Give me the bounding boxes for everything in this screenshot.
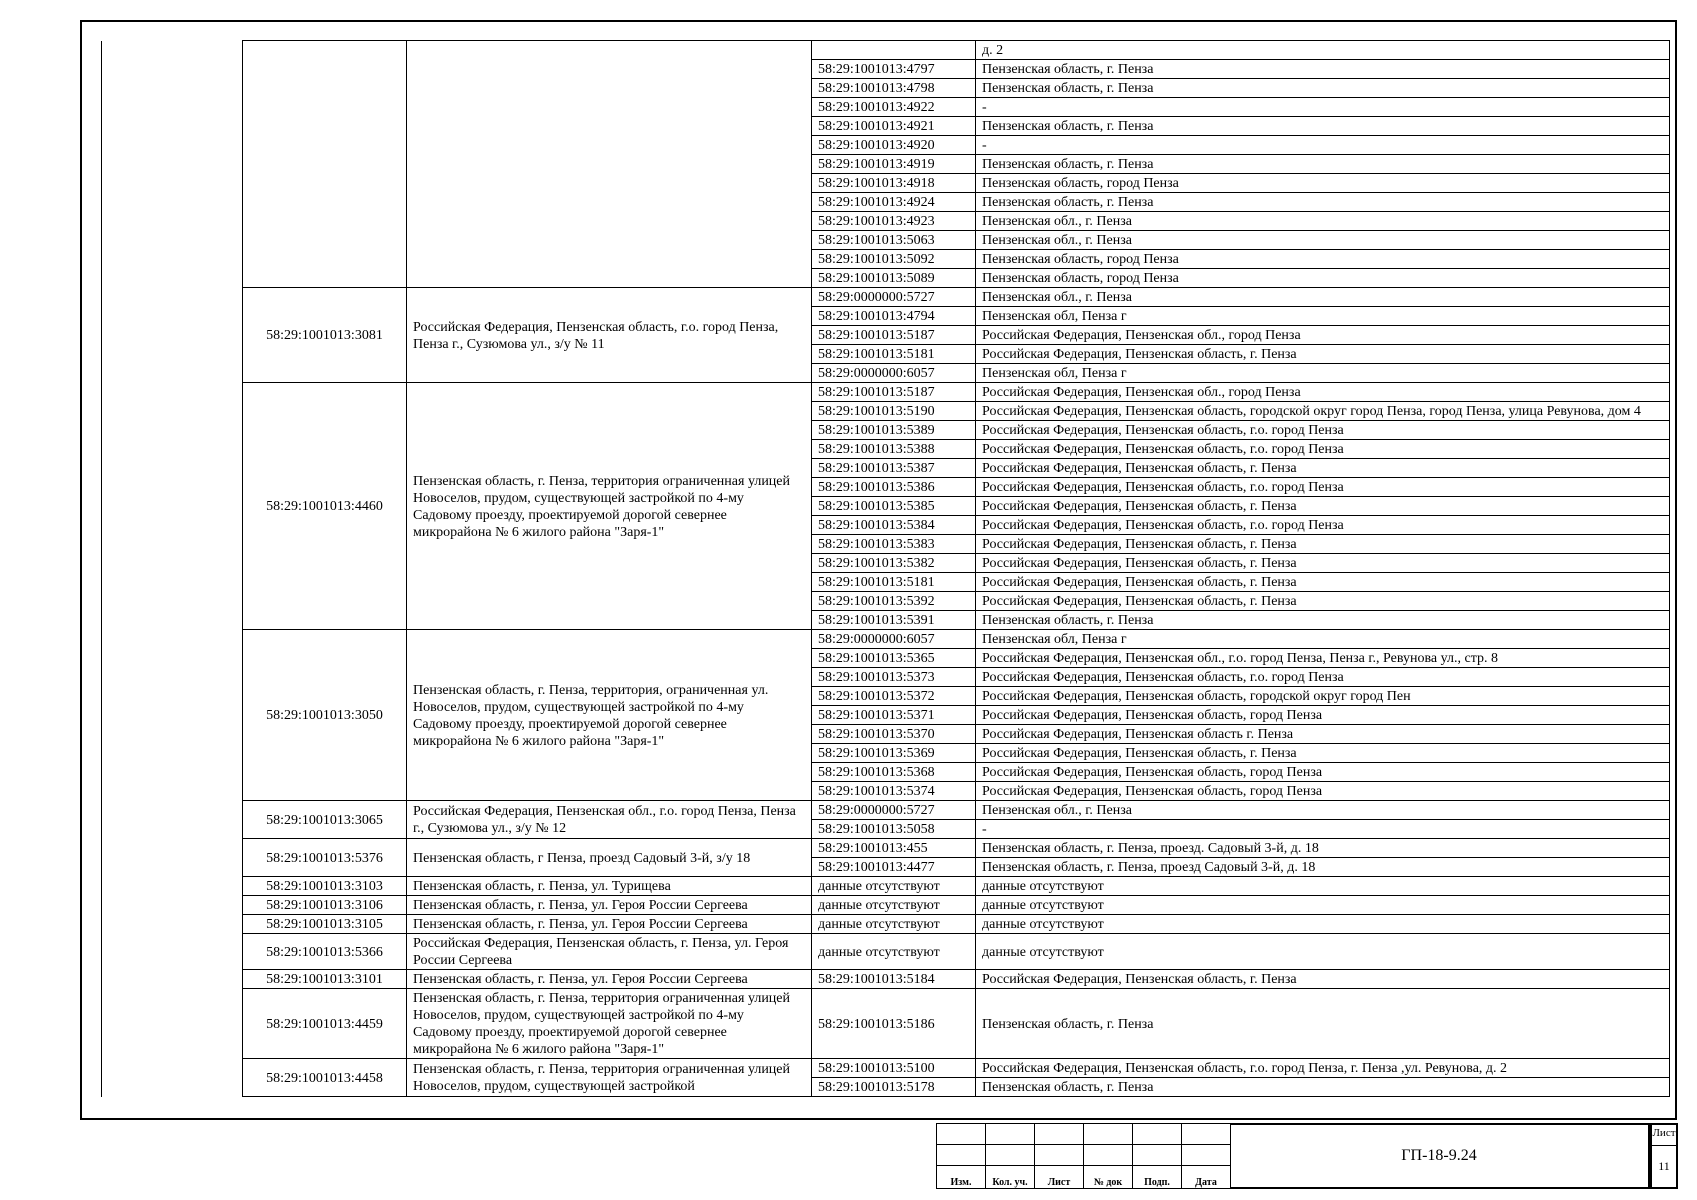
building-cadastral-number: 58:29:1001013:5371 [812, 706, 976, 725]
parcel-address: Пензенская область, г. Пенза, территория ограниченная улицей Новоселов, прудом, существующей застройкой по 4-му Садовому проезду, проектируемой дорогой севернее микрорайона № 6 жилого района "Заря-1" [407, 989, 812, 1059]
parcel-address: Пензенская область, г. Пенза, территория, ограниченная ул. Новоселов, прудом, существующей застройкой по 4-му Садовому проезду, проектируемой дорогой севернее микрорайона № 6 жилого района "Заря-1" [407, 630, 812, 801]
table-row [102, 934, 1670, 970]
building-address: Пензенская область, г. Пенза [976, 79, 1670, 98]
building-cadastral-number: 58:29:0000000:5727 [812, 288, 976, 307]
title-block-grid [936, 1123, 1231, 1189]
parcel-cadastral-number: 58:29:1001013:4458 [243, 1059, 407, 1097]
title-block-row [937, 1124, 1231, 1145]
parcel-address [407, 41, 812, 288]
parcel-address: Российская Федерация, Пензенская обл., г.о. город Пенза, Пенза г., Сузюмова ул., з/у № 12 [407, 801, 812, 839]
building-cadastral-number: 58:29:1001013:4798 [812, 79, 976, 98]
parcel-cadastral-number: 58:29:1001013:4460 [243, 383, 407, 630]
building-address: Пензенская область, г. Пенза [976, 1078, 1670, 1097]
building-cadastral-number: данные отсутствуют [812, 934, 976, 970]
sheet-number-box [1650, 1123, 1678, 1189]
table-row [102, 1059, 1670, 1078]
building-cadastral-number: 58:29:0000000:6057 [812, 630, 976, 649]
building-cadastral-number: 58:29:1001013:4797 [812, 60, 976, 79]
building-cadastral-number: 58:29:1001013:5370 [812, 725, 976, 744]
building-cadastral-number: 58:29:1001013:5184 [812, 970, 976, 989]
title-block-header-row [937, 1166, 1231, 1189]
building-cadastral-number: 58:29:1001013:5373 [812, 668, 976, 687]
building-cadastral-number: 58:29:1001013:4918 [812, 174, 976, 193]
table-row [102, 288, 1670, 307]
building-cadastral-number: 58:29:1001013:5190 [812, 402, 976, 421]
building-address: Пензенская область, г. Пенза, проезд Садовый 3-й, д. 18 [976, 858, 1670, 877]
building-address: Пензенская область, город Пенза [976, 250, 1670, 269]
building-cadastral-number: 58:29:1001013:4477 [812, 858, 976, 877]
building-address: данные отсутствуют [976, 896, 1670, 915]
building-address: Российская Федерация, Пензенская область, г. Пенза [976, 459, 1670, 478]
building-address: Российская Федерация, Пензенская область, г. Пенза [976, 554, 1670, 573]
building-address: Российская Федерация, Пензенская область, город Пенза [976, 763, 1670, 782]
building-cadastral-number: 58:29:1001013:4920 [812, 136, 976, 155]
stamp-header-sheet: Лист [1035, 1166, 1084, 1189]
building-address: Российская Федерация, Пензенская область, г. Пенза [976, 592, 1670, 611]
title-block-row [937, 1145, 1231, 1166]
building-address: Пензенская обл, Пенза г [976, 630, 1670, 649]
parcel-cadastral-number: 58:29:1001013:3106 [243, 896, 407, 915]
building-address: Пензенская обл., г. Пенза [976, 801, 1670, 820]
parcel-address: Пензенская область, г. Пенза, ул. Героя России Сергеева [407, 970, 812, 989]
building-cadastral-number: 58:29:1001013:4923 [812, 212, 976, 231]
building-address: Пензенская область, г. Пенза, проезд. Садовый 3-й, д. 18 [976, 839, 1670, 858]
building-cadastral-number: 58:29:1001013:5100 [812, 1059, 976, 1078]
building-cadastral-number: данные отсутствуют [812, 896, 976, 915]
building-address: - [976, 98, 1670, 117]
building-cadastral-number [812, 41, 976, 60]
building-address: Российская Федерация, Пензенская область, г. Пенза [976, 744, 1670, 763]
building-address: - [976, 136, 1670, 155]
building-address: Пензенская область, г. Пенза [976, 611, 1670, 630]
building-address: Российская Федерация, Пензенская обл., г.о. город Пенза, Пенза г., Ревунова ул., стр. 8 [976, 649, 1670, 668]
building-address: Российская Федерация, Пензенская обл., город Пенза [976, 326, 1670, 345]
building-cadastral-number: 58:29:1001013:5369 [812, 744, 976, 763]
table-row [102, 970, 1670, 989]
building-cadastral-number: 58:29:1001013:5389 [812, 421, 976, 440]
building-cadastral-number: 58:29:1001013:4794 [812, 307, 976, 326]
building-address: Российская Федерация, Пензенская область, г. Пенза [976, 345, 1670, 364]
parcel-address: Пензенская область, г. Пенза, ул. Героя России Сергеева [407, 915, 812, 934]
building-address: Пензенская обл, Пенза г [976, 307, 1670, 326]
building-address: данные отсутствуют [976, 877, 1670, 896]
building-address: Пензенская область, город Пенза [976, 269, 1670, 288]
building-address: Пензенская обл, Пенза г [976, 364, 1670, 383]
building-address: Российская Федерация, Пензенская область, г.о. город Пенза, г. Пенза ,ул. Ревунова, д. 2 [976, 1059, 1670, 1078]
parcel-cadastral-number: 58:29:1001013:5376 [243, 839, 407, 877]
building-cadastral-number: 58:29:1001013:5391 [812, 611, 976, 630]
parcel-address: Пензенская область, г. Пенза, ул. Турищева [407, 877, 812, 896]
building-cadastral-number: 58:29:1001013:455 [812, 839, 976, 858]
table-row [102, 896, 1670, 915]
building-cadastral-number: 58:29:1001013:5386 [812, 478, 976, 497]
building-address: Пензенская область, город Пенза [976, 174, 1670, 193]
building-address: Пензенская обл., г. Пенза [976, 288, 1670, 307]
building-address: Пензенская область, г. Пенза [976, 193, 1670, 212]
building-cadastral-number: 58:29:1001013:5374 [812, 782, 976, 801]
building-address: данные отсутствуют [976, 934, 1670, 970]
stamp-header-count: Кол. уч. [986, 1166, 1035, 1189]
building-cadastral-number: 58:29:1001013:5383 [812, 535, 976, 554]
building-address: Российская Федерация, Пензенская область, г.о. город Пенза [976, 421, 1670, 440]
parcel-cadastral-number: 58:29:1001013:4459 [243, 989, 407, 1059]
table-row [102, 801, 1670, 820]
building-address: Пензенская обл., г. Пенза [976, 212, 1670, 231]
parcel-cadastral-number: 58:29:1001013:3101 [243, 970, 407, 989]
building-address: Пензенская область, г. Пенза [976, 60, 1670, 79]
building-address: Пензенская обл., г. Пенза [976, 231, 1670, 250]
document-code: ГП-18-9.24 [1230, 1123, 1650, 1189]
stamp-header-doc-no: № док [1084, 1166, 1133, 1189]
building-address: Пензенская область, г. Пенза [976, 117, 1670, 136]
sheet-label: Лист [1652, 1127, 1676, 1139]
building-cadastral-number: данные отсутствуют [812, 915, 976, 934]
parcel-cadastral-number: 58:29:1001013:3103 [243, 877, 407, 896]
parcel-address: Российская Федерация, Пензенская область, г. Пенза, ул. Героя России Сергеева [407, 934, 812, 970]
cadastral-table-body [102, 41, 1670, 1097]
building-address: Российская Федерация, Пензенская область, г.о. город Пенза [976, 478, 1670, 497]
building-cadastral-number: 58:29:1001013:5382 [812, 554, 976, 573]
building-cadastral-number: 58:29:1001013:4921 [812, 117, 976, 136]
stamp-header-signature: Подп. [1133, 1166, 1182, 1189]
building-address: Российская Федерация, Пензенская область, город Пенза [976, 706, 1670, 725]
building-address: Российская Федерация, Пензенская обл., город Пенза [976, 383, 1670, 402]
building-cadastral-number: 58:29:1001013:4919 [812, 155, 976, 174]
building-address: Пензенская область, г. Пенза [976, 155, 1670, 174]
parcel-cadastral-number: 58:29:1001013:3081 [243, 288, 407, 383]
table-row [102, 877, 1670, 896]
parcel-address: Пензенская область, г Пенза, проезд Садовый 3-й, з/у 18 [407, 839, 812, 877]
building-cadastral-number: 58:29:1001013:5058 [812, 820, 976, 839]
building-cadastral-number: 58:29:1001013:5181 [812, 573, 976, 592]
building-cadastral-number: 58:29:1001013:5372 [812, 687, 976, 706]
table-row [102, 383, 1670, 402]
building-cadastral-number: 58:29:1001013:5387 [812, 459, 976, 478]
building-cadastral-number: 58:29:1001013:5384 [812, 516, 976, 535]
sheet-number: 11 [1658, 1159, 1670, 1173]
building-address: Российская Федерация, Пензенская область, г.о. город Пенза [976, 440, 1670, 459]
building-address: данные отсутствуют [976, 915, 1670, 934]
cadastral-table [101, 40, 1670, 1097]
building-address: Российская Федерация, Пензенская область, г. Пенза [976, 970, 1670, 989]
building-cadastral-number: 58:29:1001013:5392 [812, 592, 976, 611]
blank-left-column [102, 41, 243, 1097]
building-address: Российская Федерация, Пензенская область, г.о. город Пенза [976, 516, 1670, 535]
stamp-header-change: Изм. [937, 1166, 986, 1189]
building-address: Российская Федерация, Пензенская область, г. Пенза [976, 497, 1670, 516]
parcel-address: Пензенская область, г. Пенза, территория ограниченная улицей Новоселов, прудом, существующей застройкой [407, 1059, 812, 1097]
parcel-address: Пензенская область, г. Пенза, ул. Героя России Сергеева [407, 896, 812, 915]
building-cadastral-number: 58:29:1001013:4922 [812, 98, 976, 117]
building-address: Российская Федерация, Пензенская область г. Пенза [976, 725, 1670, 744]
building-cadastral-number: 58:29:1001013:5181 [812, 345, 976, 364]
building-cadastral-number: 58:29:1001013:5178 [812, 1078, 976, 1097]
parcel-cadastral-number [243, 41, 407, 288]
table-row [102, 989, 1670, 1059]
building-address: Российская Федерация, Пензенская область, городской округ город Пен [976, 687, 1670, 706]
building-cadastral-number: 58:29:1001013:5187 [812, 326, 976, 345]
sheet-box-divider [1652, 1145, 1676, 1146]
building-address: д. 2 [976, 41, 1670, 60]
building-address: Российская Федерация, Пензенская область, город Пенза [976, 782, 1670, 801]
building-address: Российская Федерация, Пензенская область, г. Пенза [976, 535, 1670, 554]
parcel-cadastral-number: 58:29:1001013:3105 [243, 915, 407, 934]
table-row [102, 839, 1670, 858]
building-cadastral-number: 58:29:0000000:5727 [812, 801, 976, 820]
table-row [102, 915, 1670, 934]
table-row [102, 630, 1670, 649]
building-address: Российская Федерация, Пензенская область, г. Пенза [976, 573, 1670, 592]
building-address: Российская Федерация, Пензенская область, городской округ город Пенза, город Пенза, улица Ревунова, дом 4 [976, 402, 1670, 421]
parcel-cadastral-number: 58:29:1001013:5366 [243, 934, 407, 970]
building-address: - [976, 820, 1670, 839]
building-cadastral-number: 58:29:0000000:6057 [812, 364, 976, 383]
building-cadastral-number: 58:29:1001013:4924 [812, 193, 976, 212]
building-cadastral-number: 58:29:1001013:5092 [812, 250, 976, 269]
building-address: Пензенская область, г. Пенза [976, 989, 1670, 1059]
building-cadastral-number: 58:29:1001013:5089 [812, 269, 976, 288]
parcel-cadastral-number: 58:29:1001013:3065 [243, 801, 407, 839]
parcel-cadastral-number: 58:29:1001013:3050 [243, 630, 407, 801]
building-cadastral-number: 58:29:1001013:5187 [812, 383, 976, 402]
parcel-address: Российская Федерация, Пензенская область, г.о. город Пенза, Пенза г., Сузюмова ул., з/у № 11 [407, 288, 812, 383]
building-cadastral-number: 58:29:1001013:5385 [812, 497, 976, 516]
building-cadastral-number: 58:29:1001013:5368 [812, 763, 976, 782]
building-cadastral-number: 58:29:1001013:5365 [812, 649, 976, 668]
building-cadastral-number: 58:29:1001013:5186 [812, 989, 976, 1059]
building-cadastral-number: 58:29:1001013:5388 [812, 440, 976, 459]
parcel-address: Пензенская область, г. Пенза, территория ограниченная улицей Новоселов, прудом, существующей застройкой по 4-му Садовому проезду, проектируемой дорогой севернее микрорайона № 6 жилого района "Заря-1" [407, 383, 812, 630]
building-address: Российская Федерация, Пензенская область, г.о. город Пенза [976, 668, 1670, 687]
building-cadastral-number: 58:29:1001013:5063 [812, 231, 976, 250]
table-row [102, 41, 1670, 60]
stamp-header-date: Дата [1182, 1166, 1231, 1189]
building-cadastral-number: данные отсутствуют [812, 877, 976, 896]
